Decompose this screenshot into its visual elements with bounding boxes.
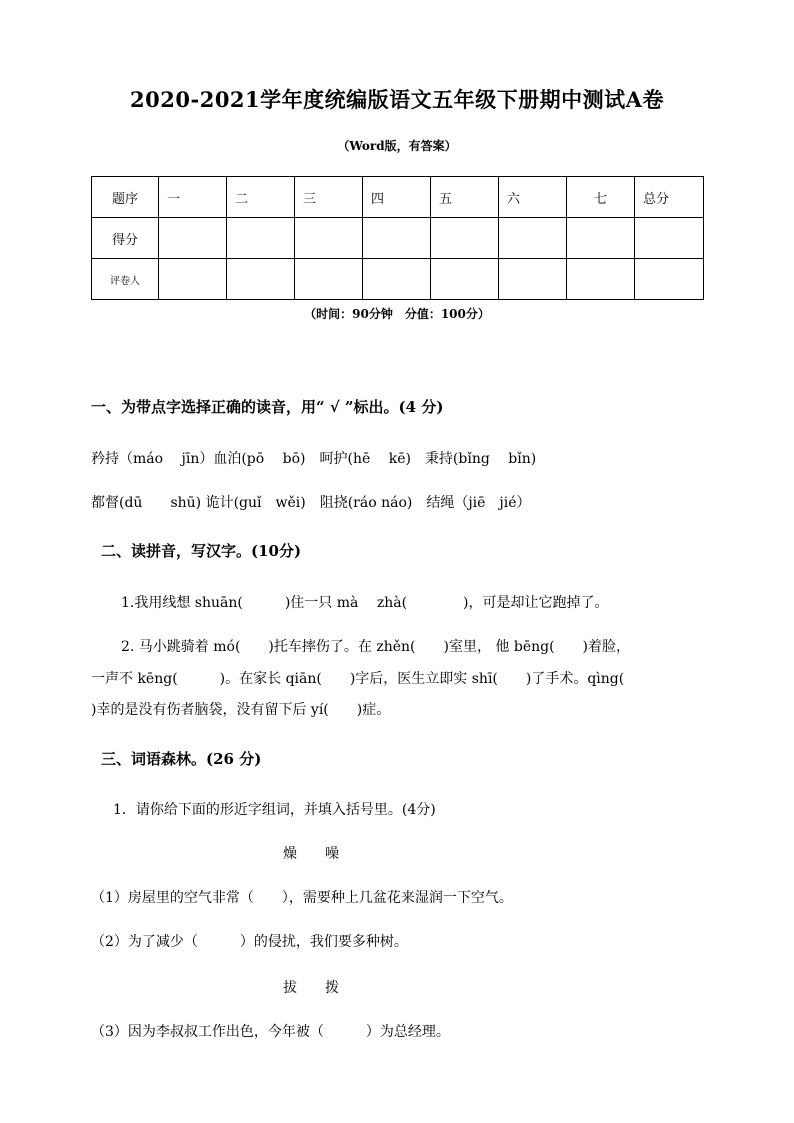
score-cell — [363, 218, 431, 259]
grader-cell — [431, 259, 499, 300]
header-cell-tixu: 题序 — [92, 177, 159, 218]
section2-line3: 一声不 kēng( )。在家长 qiān( )字后，医生立即实 shī( )了手术。qìng( — [91, 671, 625, 687]
grader-cell — [227, 259, 295, 300]
word-pair-2: 拔 拨 — [283, 980, 339, 996]
section3-question1: 1．请你给下面的形近字组词，并填入括号里。(4分) — [113, 802, 436, 818]
header-cell-1: 一 — [159, 177, 227, 218]
grader-cell — [499, 259, 567, 300]
section2-line1: 1.我用线想 shuān( )住一只 mà zhà( )，可是却让它跑掉了。 — [121, 595, 609, 611]
header-cell-3: 三 — [295, 177, 363, 218]
score-cell — [159, 218, 227, 259]
header-cell-6: 六 — [499, 177, 567, 218]
section1-heading: 一、为带点字选择正确的读音，用“ √ ”标出。(4 分) — [91, 398, 444, 416]
score-table — [91, 176, 704, 300]
grader-cell — [159, 259, 227, 300]
section3-item1: （1）房屋里的空气非常（ ），需要种上几盆花来湿润一下空气。 — [91, 890, 513, 906]
score-row-label: 得分 — [92, 218, 159, 259]
score-cell — [431, 218, 499, 259]
page-title: 2020-2021学年度统编版语文五年级下册期中测试A卷 — [130, 87, 664, 112]
grader-cell — [295, 259, 363, 300]
score-table-grader-row — [92, 259, 704, 300]
header-cell-5: 五 — [431, 177, 499, 218]
grader-cell — [363, 259, 431, 300]
score-table-score-row — [92, 218, 704, 259]
score-table-header-row — [92, 177, 704, 218]
grader-cell — [635, 259, 704, 300]
time-info: （时间：90分钟 分值：100分） — [304, 307, 490, 321]
score-cell — [635, 218, 704, 259]
page-subtitle: （Word版，有答案） — [337, 139, 457, 153]
header-cell-4: 四 — [363, 177, 431, 218]
header-cell-7: 七 — [567, 177, 635, 218]
section3-item2: （2）为了减少（ ）的侵扰，我们要多种树。 — [91, 934, 408, 950]
score-cell — [567, 218, 635, 259]
word-pair-1: 燥 噪 — [283, 846, 339, 862]
score-cell — [295, 218, 363, 259]
section1-line2: 都督(dū shū) 诡计(guǐ wěi) 阻挠(ráo náo) 结绳（jiē jié） — [91, 495, 531, 511]
header-cell-2: 二 — [227, 177, 295, 218]
grader-row-label: 评卷人 — [92, 259, 159, 300]
section1-line1: 矜持（máo jīn）血泊(pō bō) 呵护(hē kē) 秉持(bǐng bǐn) — [91, 451, 537, 467]
section3-heading: 三、词语森林。(26 分) — [101, 750, 262, 768]
header-cell-total: 总分 — [635, 177, 704, 218]
section3-item3: （3）因为李叔叔工作出色，今年被（ ）为总经理。 — [91, 1024, 450, 1040]
section2-line4: )幸的是没有伤者脑袋，没有留下后 yí( )症。 — [91, 702, 391, 718]
score-cell — [227, 218, 295, 259]
score-cell — [499, 218, 567, 259]
grader-cell — [567, 259, 635, 300]
section2-line2: 2. 马小跳骑着 mó( )托车摔伤了。在 zhěn( )室里， 他 bēng( )着脸， — [121, 639, 631, 655]
section2-heading: 二、读拼音，写汉字。(10分) — [101, 542, 302, 560]
